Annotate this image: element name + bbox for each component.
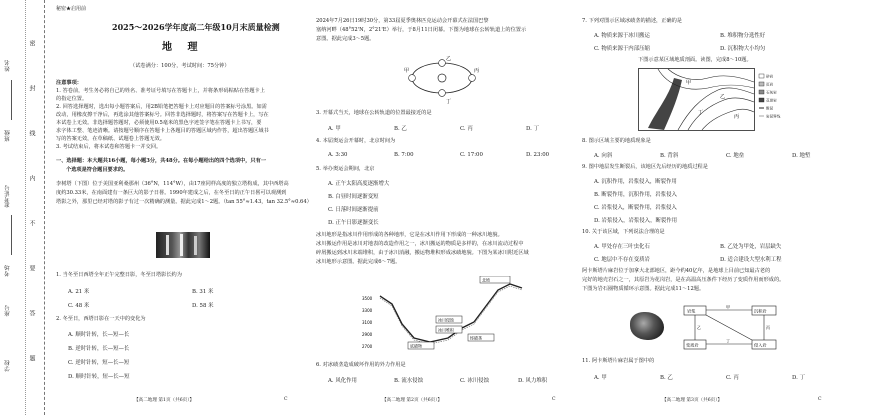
question-7: 7. 下列对图示区域冰碛垄的描述，正确的是	[582, 18, 682, 24]
q1-option-c[interactable]: C. 48 米	[68, 303, 90, 309]
exam-id-line	[11, 215, 12, 255]
q4-option-a[interactable]: A. 3:30	[328, 152, 348, 158]
q9-option-a[interactable]: A. 沉积作用，岩浆侵入，断裂作用	[594, 179, 677, 185]
seal-char: 题	[28, 355, 35, 361]
q11-option-b[interactable]: B. 乙	[660, 375, 673, 381]
note-line: 改动，用橡皮擦干净后，再选涂其他答案标号。回答非选择题时，将答案写在答题卡上，写在	[56, 112, 269, 118]
school-label: 学校	[5, 360, 11, 372]
q8-option-b[interactable]: B. 背斜	[660, 153, 679, 159]
y-tick: 3500	[362, 296, 373, 301]
q5-option-c[interactable]: C. 日落时间逐渐提前	[328, 207, 379, 213]
q10-option-d[interactable]: D. 适合建设大型水利工程	[720, 257, 782, 263]
page-footer: 【高二地理 第3页（共6页）】	[662, 398, 723, 403]
question-11: 11. 阿卡斯塔片麻岩属于图中的	[582, 358, 655, 364]
legend-item: 石灰岩	[766, 90, 777, 95]
question-2: 2. 冬至日，西塔日影在一天中的变化为	[56, 316, 146, 322]
q9-option-d[interactable]: D. 岩浆侵入，岩浆侵入，断裂作用	[594, 218, 678, 224]
seal-line	[25, 0, 27, 415]
section-heading: 一、选择题：本大题共16小题，每小题3分，共48分。在每小题给出的四个选项中，只有一	[56, 158, 266, 164]
geology-intro: 下图示意某区域地质剖面。读图，完成8～10题。	[638, 57, 752, 63]
cycle-label: 变质岩	[686, 342, 699, 348]
rock-cycle-diagram	[682, 304, 778, 352]
q7-option-a[interactable]: A. 物质来源于冰川搬运	[594, 33, 650, 39]
figure-label: 冰川侵蚀	[438, 317, 454, 323]
q5-option-b[interactable]: B. 白昼时间逐渐变短	[328, 194, 379, 200]
name-line	[11, 80, 12, 120]
note-line: 3. 考试结束后，将本试卷和答题卡一并交回。	[56, 144, 162, 150]
cycle-label: 沉积岩	[754, 308, 767, 314]
orbit-label: 丁	[446, 99, 452, 104]
passage-line: 下图为岩石圈物质循环示意图。据此完成11～12题。	[582, 286, 705, 292]
question-5: 5. 举办奥运会期间，北京	[316, 166, 375, 172]
seal-char: 答	[28, 310, 35, 316]
notes-title: 注意事项：	[56, 80, 82, 86]
q4-option-b[interactable]: B. 7:00	[394, 152, 414, 158]
note-line: 1. 答卷前，考生务必将自己的姓名、准考证号填写在答题卡上，并将条形码粘贴在答题卡上	[56, 88, 265, 94]
q5-option-a[interactable]: A. 正午太阳高度逐渐增大	[328, 181, 390, 187]
question-1: 1. 当冬至日西塔全年正午完整日影，冬至日塔影长约为	[56, 272, 182, 278]
q11-option-a[interactable]: A. 甲	[594, 375, 607, 381]
room-label: 考场	[5, 265, 11, 277]
intro-line: 塞纳河畔（48°52'N，2°21'E）举行，于8月11日闭幕。下图为地球在公转轨道上的位置示	[316, 27, 527, 33]
note-line: 写的答案无效，在草稿纸、试题卷上答题无效。	[56, 136, 165, 142]
map-label: 乙	[720, 94, 726, 100]
legend-item: 砂岩	[766, 74, 774, 79]
secret-tag: 秘密★启用前	[56, 6, 87, 12]
q3-option-c[interactable]: C. 丙	[460, 126, 473, 132]
q1-option-a[interactable]: A. 21 米	[68, 289, 90, 295]
q3-option-a[interactable]: A. 甲	[328, 126, 341, 132]
page-footer: 【高二地理 第1页（共6页）】	[134, 398, 195, 403]
seat-label: 座号	[5, 305, 11, 317]
page-1	[52, 0, 312, 415]
q6-option-c[interactable]: C. 冰川侵蚀	[460, 378, 489, 384]
legend-item: 花岗岩	[766, 98, 777, 103]
map-label: 甲	[686, 80, 692, 86]
orbit-label: 甲	[404, 68, 410, 74]
cycle-label: 甲	[726, 304, 730, 310]
glacier-profile-diagram	[358, 276, 528, 352]
q2-option-a[interactable]: A. 顺时针转，长—短—长	[68, 332, 130, 338]
q11-option-c[interactable]: C. 丙	[726, 375, 739, 381]
question-8: 8. 图示区域主要的地质现象是	[582, 138, 651, 144]
q2-option-b[interactable]: B. 逆时针转，长—短—长	[68, 346, 130, 352]
note-line: 求字体工整、笔迹清晰。请按题号顺序在答题卡上各题目的答题区域内作答，超出答题区域书	[56, 128, 269, 134]
y-tick: 3300	[362, 308, 373, 313]
exam-title: 2025～2026学年度高二年级10月末质量检测	[112, 22, 280, 32]
q8-option-d[interactable]: D. 地堑	[792, 153, 811, 159]
binding-margin	[0, 0, 45, 415]
note-line: 2. 回答选择题时，选出每小题答案后，用2B铅笔把答题卡上对应题目的答案标号涂黑。如需	[56, 104, 267, 110]
q10-option-b[interactable]: B. 乙处为甲处，岩层缺失	[720, 244, 782, 250]
exam-id-label: 准考证号	[5, 185, 11, 208]
y-tick: 2700	[362, 344, 373, 349]
passage-line: 碎屑搬运到冰川末端堆积，由于冰川消融，搬运物堆积形成冰碛地貌。下图为某冰川附近区域	[316, 250, 529, 256]
seal-char: 封	[28, 85, 35, 91]
page-3	[578, 0, 858, 415]
legend-item: 页岩	[766, 82, 774, 87]
q5-option-d[interactable]: D. 正午日影逐渐变长	[328, 220, 379, 226]
orbit-diagram	[402, 52, 482, 104]
cycle-label: 岩浆	[687, 308, 696, 314]
cycle-label: 丙	[766, 325, 770, 330]
passage-line: 冰川地形示意图。据此完成6～7题。	[316, 259, 401, 265]
q6-option-a[interactable]: A. 风化作用	[328, 378, 357, 384]
q7-option-c[interactable]: C. 物质来源于内部压缩	[594, 46, 650, 52]
rock-photo	[630, 312, 664, 340]
q1-option-d[interactable]: D. 58 米	[192, 303, 214, 309]
passage-line: 冰川搬运作用是冰川对地表的改造作用之一，冰川搬运的物质是多样的，在冰川流动过程中	[316, 241, 524, 247]
y-tick: 3100	[362, 320, 373, 325]
q1-option-b[interactable]: B. 31 米	[192, 289, 214, 295]
question-9: 9. 图中地层发生断裂后，该地区先后经历的地质过程是	[582, 164, 708, 170]
q7-option-d[interactable]: D. 沉积物大小均匀	[720, 46, 766, 52]
question-3: 3. 开幕式当天，地球在公转轨道的位置最接近的是	[316, 110, 432, 116]
seal-char: 内	[28, 175, 35, 181]
page-footer: 【高二地理 第2页（共6页）】	[382, 398, 443, 403]
figure-label: 北坡	[482, 277, 490, 283]
cycle-label: 乙	[697, 325, 701, 330]
q6-option-d[interactable]: D. 风力堆积	[518, 378, 548, 384]
q11-option-d[interactable]: D. 丁	[792, 375, 805, 381]
terrain-profile	[380, 284, 522, 342]
figure-label: 冰川堆积	[438, 327, 454, 333]
q8-option-a[interactable]: A. 向斜	[594, 153, 613, 159]
q6-option-b[interactable]: B. 流水侵蚀	[394, 378, 423, 384]
orbit-label: 丙	[474, 68, 480, 74]
q9-option-c[interactable]: C. 岩浆侵入，断裂作用，岩浆侵入	[594, 205, 677, 211]
orbit-label: 乙	[446, 56, 452, 62]
q2-option-d[interactable]: D. 顺时针转，短—长—短	[68, 374, 130, 380]
seal-char: 密	[28, 40, 35, 46]
map-label: 丙	[734, 114, 740, 120]
q4-option-d[interactable]: D. 23:00	[526, 152, 550, 158]
question-6: 6. 对冰碛垄造成破坏作用的外力作用是	[316, 362, 406, 368]
intro-line: 塔影之外，那里已经对塔的影子有过一次精确的测量。据此完成1～2题。（tan 55°≈1.43，tan 32.5°≈0.64）	[56, 199, 312, 205]
q8-option-c[interactable]: C. 地垒	[726, 153, 745, 159]
page-footer-code: C	[818, 397, 822, 402]
map-label: 丁	[698, 110, 704, 116]
intro-line: 度约30.33米，在南面建有一条巨大的影子日晷。1990年建成之后，在冬至日的正午日晷可以观测到	[56, 190, 287, 196]
q9-option-b[interactable]: B. 断裂作用，沉积作用，岩浆侵入	[594, 192, 677, 198]
name-label: 姓名	[5, 60, 11, 72]
seal-char: 要	[28, 265, 35, 271]
seal-char: 线	[28, 130, 35, 136]
figure-label: 底碛物	[410, 343, 422, 349]
passage-line: 阿卡斯塔片麻岩位于加拿大北部地区，距今约40亿年，是地球上目前已知最古老的	[582, 268, 771, 274]
exam-info: （试卷满分：100分，考试时间：75分钟）	[130, 63, 230, 69]
page-footer-code: C	[552, 397, 556, 402]
class-label: 班级	[5, 130, 11, 142]
q3-option-b[interactable]: B. 乙	[394, 126, 407, 132]
cycle-label: 侵入岩	[754, 342, 767, 348]
intro-line: 李树塔（下图）位于美国亚利桑那州（36°N，114°W），由17座同样高度的独立塔构成，其中西塔高	[56, 181, 289, 187]
question-10: 10. 关于该区域，下列说法合理的是	[582, 229, 665, 235]
y-tick: 2900	[362, 332, 373, 337]
passage-line: 冰川地形是指冰川作用形成的各种地形，它是在冰川作用下形成的一种冰川地貌。	[316, 232, 503, 238]
tower-photo	[156, 232, 210, 258]
q3-option-d[interactable]: D. 丁	[526, 126, 539, 132]
intro-line: 意图。据此完成3～5题。	[316, 36, 375, 42]
note-line: 本试卷上无效。非选择题答题时，必须使用0.5毫米的黑色字迹签字笔在答题卡上书写，要	[56, 120, 262, 126]
legend-item: 岩层界线	[766, 114, 781, 119]
legend-item: 断层	[766, 106, 774, 111]
figure-label: 终碛垄	[470, 335, 482, 341]
seal-char: 不	[28, 220, 35, 226]
subject-title: 地 理	[162, 42, 204, 53]
intro-line: 2024年7月26日19时30分，第33届夏季奥林匹克运动会开幕式在法国巴黎	[316, 18, 489, 24]
q7-option-b[interactable]: B. 堆积物分选性好	[720, 33, 766, 39]
passage-line: 完好的地壳岩石之一，其原岩为花岗岩，是在高温高压条件下经历了变质作用而形成的。	[582, 277, 785, 283]
section-heading-cont: 个选项是符合题目要求的。	[66, 167, 129, 173]
geology-section-map	[638, 68, 788, 132]
cycle-label: 丁	[726, 338, 730, 344]
q10-option-a[interactable]: A. 甲处存在三叶虫化石	[594, 244, 650, 250]
q10-option-c[interactable]: C. 地层中不存在变质岩	[594, 257, 650, 263]
page-2	[312, 0, 570, 415]
q2-option-c[interactable]: C. 逆时针转，短—长—短	[68, 360, 130, 366]
page-footer-code: C	[284, 397, 288, 402]
note-line: 的指定位置。	[56, 96, 88, 102]
q4-option-c[interactable]: C. 17:00	[460, 152, 483, 158]
question-4: 4. 本届奥运会开幕时，北京时间为	[316, 138, 396, 144]
